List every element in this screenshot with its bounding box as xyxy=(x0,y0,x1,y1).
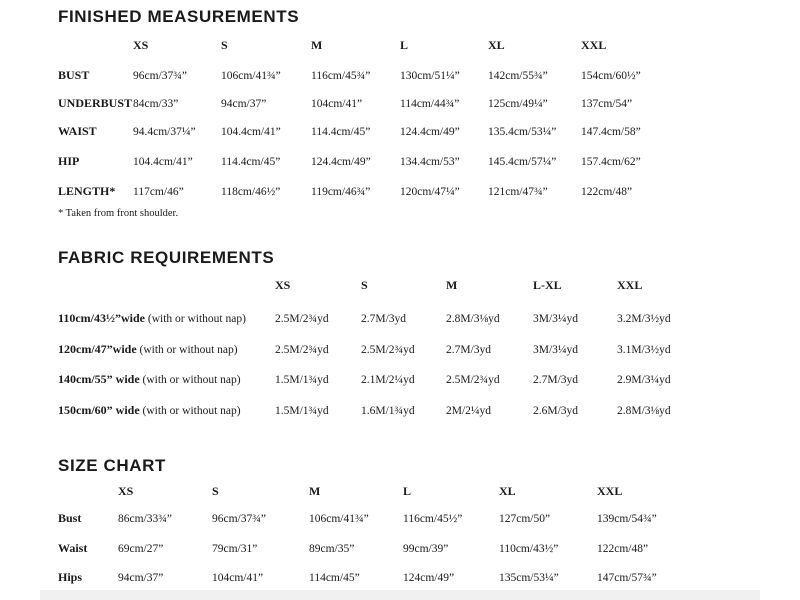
sc-row-label: Hips xyxy=(58,570,83,584)
fm-cell: 119cm/46¾” xyxy=(311,186,371,198)
fm-cell: 121cm/47¾” xyxy=(488,186,548,198)
sc-cell: 86cm/33¾” xyxy=(118,513,172,525)
fm-cell: 147.4cm/58” xyxy=(581,126,641,138)
fm-col-xl: XL xyxy=(488,38,505,52)
sc-cell: 106cm/41¾” xyxy=(309,513,369,525)
fm-row-label: HIP xyxy=(58,154,80,168)
sc-cell: 114cm/45” xyxy=(309,572,360,584)
fr-row-label: 110cm/43½”wide (with or without nap) xyxy=(58,311,246,325)
fm-row-label: UNDERBUST xyxy=(58,96,133,110)
fr-cell: 2.1M/2¼yd xyxy=(361,374,415,386)
fm-cell: 104.4cm/41” xyxy=(221,126,281,138)
fm-row-label: LENGTH* xyxy=(58,184,116,198)
fr-row-label: 120cm/47”wide (with or without nap) xyxy=(58,342,238,356)
fr-cell: 2.5M/2¾yd xyxy=(275,344,329,356)
fm-cell: 125cm/49¼” xyxy=(488,98,548,110)
fm-cell: 114cm/44¾” xyxy=(400,98,460,110)
sc-cell: 110cm/43½” xyxy=(499,543,559,555)
fm-cell: 157.4cm/62” xyxy=(581,156,641,168)
sc-col-m: M xyxy=(309,484,321,498)
fr-cell: 3M/3¼yd xyxy=(533,313,579,325)
sc-cell: 89cm/35” xyxy=(309,543,355,555)
fr-col-m: M xyxy=(446,278,458,292)
fr-cell: 2.8M/3⅛yd xyxy=(446,313,500,325)
sc-cell: 96cm/37¾” xyxy=(212,513,266,525)
fr-cell: 1.5M/1¾yd xyxy=(275,405,329,417)
fm-row-label: BUST xyxy=(58,68,90,82)
fr-cell: 2M/2¼yd xyxy=(446,405,492,417)
fm-cell: 134.4cm/53” xyxy=(400,156,460,168)
fm-cell: 145.4cm/57¼” xyxy=(488,156,557,168)
sc-cell: 127cm/50” xyxy=(499,513,551,525)
sc-col-xl: XL xyxy=(499,484,516,498)
fm-cell: 124.4cm/49” xyxy=(311,156,371,168)
fm-cell: 137cm/54” xyxy=(581,98,633,110)
fm-cell: 106cm/41¾” xyxy=(221,70,281,82)
fm-col-l: L xyxy=(400,38,409,52)
fr-col-lxl: L-XL xyxy=(533,278,562,292)
fr-cell: 2.7M/3yd xyxy=(533,374,579,386)
sc-cell: 104cm/41” xyxy=(212,572,264,584)
fm-cell: 94cm/37” xyxy=(221,98,267,110)
sc-cell: 116cm/45½” xyxy=(403,513,463,525)
sc-cell: 139cm/54¾” xyxy=(597,513,657,525)
fr-col-xs: XS xyxy=(275,278,291,292)
fr-cell: 2.7M/3yd xyxy=(361,313,407,325)
fm-cell: 154cm/60½” xyxy=(581,70,641,82)
fm-cell: 135.4cm/53¼” xyxy=(488,126,557,138)
sc-col-xs: XS xyxy=(118,484,134,498)
fm-col-xs: XS xyxy=(133,38,149,52)
fm-cell: 142cm/55¾” xyxy=(488,70,548,82)
fr-cell: 3M/3¼yd xyxy=(533,344,579,356)
fabric-requirements-heading: FABRIC REQUIREMENTS xyxy=(58,248,275,267)
finished-measurements-heading: FINISHED MEASUREMENTS xyxy=(58,7,300,26)
fr-cell: 2.5M/2¾yd xyxy=(275,313,329,325)
fm-cell: 122cm/48” xyxy=(581,186,633,198)
sc-col-xxl: XXL xyxy=(597,484,623,498)
fr-cell: 3.2M/3½yd xyxy=(617,313,671,325)
fr-cell: 2.7M/3yd xyxy=(446,344,492,356)
sc-cell: 135cm/53¼” xyxy=(499,572,559,584)
fm-cell: 118cm/46½” xyxy=(221,186,281,198)
sc-row-label: Bust xyxy=(58,511,82,525)
sc-cell: 69cm/27” xyxy=(118,543,164,555)
fm-cell: 124.4cm/49” xyxy=(400,126,460,138)
fm-cell: 114.4cm/45” xyxy=(221,156,281,168)
footnote: * Taken from front shoulder. xyxy=(58,208,179,219)
fm-cell: 116cm/45¾” xyxy=(311,70,371,82)
sc-cell: 124cm/49” xyxy=(403,572,455,584)
fm-cell: 114.4cm/45” xyxy=(311,126,371,138)
fm-cell: 120cm/47¼” xyxy=(400,186,460,198)
fr-cell: 2.9M/3¼yd xyxy=(617,374,671,386)
fm-cell: 104.4cm/41” xyxy=(133,156,193,168)
fm-cell: 117cm/46” xyxy=(133,186,184,198)
fm-cell: 94.4cm/37¼” xyxy=(133,126,196,138)
sc-row-label: Waist xyxy=(58,541,88,555)
fr-cell: 2.6M/3yd xyxy=(533,405,579,417)
fm-cell: 84cm/33” xyxy=(133,98,179,110)
fr-cell: 2.8M/3⅛yd xyxy=(617,405,671,417)
fm-col-xxl: XXL xyxy=(581,38,607,52)
sc-col-s: S xyxy=(212,484,219,498)
fm-row-label: WAIST xyxy=(58,124,97,138)
sc-cell: 94cm/37” xyxy=(118,572,164,584)
fr-cell: 2.5M/2¾yd xyxy=(361,344,415,356)
fr-cell: 2.5M/2¾yd xyxy=(446,374,500,386)
fr-row-label: 140cm/55” wide (with or without nap) xyxy=(58,372,241,386)
fm-cell: 96cm/37¾” xyxy=(133,70,187,82)
bottom-strip xyxy=(40,590,760,600)
sc-cell: 79cm/31” xyxy=(212,543,258,555)
fr-cell: 1.6M/1¾yd xyxy=(361,405,415,417)
fr-cell: 1.5M/1¾yd xyxy=(275,374,329,386)
fm-cell: 130cm/51¼” xyxy=(400,70,460,82)
sc-cell: 122cm/48” xyxy=(597,543,649,555)
sc-cell: 99cm/39” xyxy=(403,543,449,555)
sc-col-l: L xyxy=(403,484,412,498)
fr-cell: 3.1M/3½yd xyxy=(617,344,671,356)
fr-row-label: 150cm/60” wide (with or without nap) xyxy=(58,403,241,417)
fm-cell: 104cm/41” xyxy=(311,98,363,110)
size-chart-heading: SIZE CHART xyxy=(58,456,166,475)
fr-col-s: S xyxy=(361,278,368,292)
sc-cell: 147cm/57¾” xyxy=(597,572,657,584)
fr-col-xxl: XXL xyxy=(617,278,643,292)
fm-col-s: S xyxy=(221,38,228,52)
fm-col-m: M xyxy=(311,38,323,52)
